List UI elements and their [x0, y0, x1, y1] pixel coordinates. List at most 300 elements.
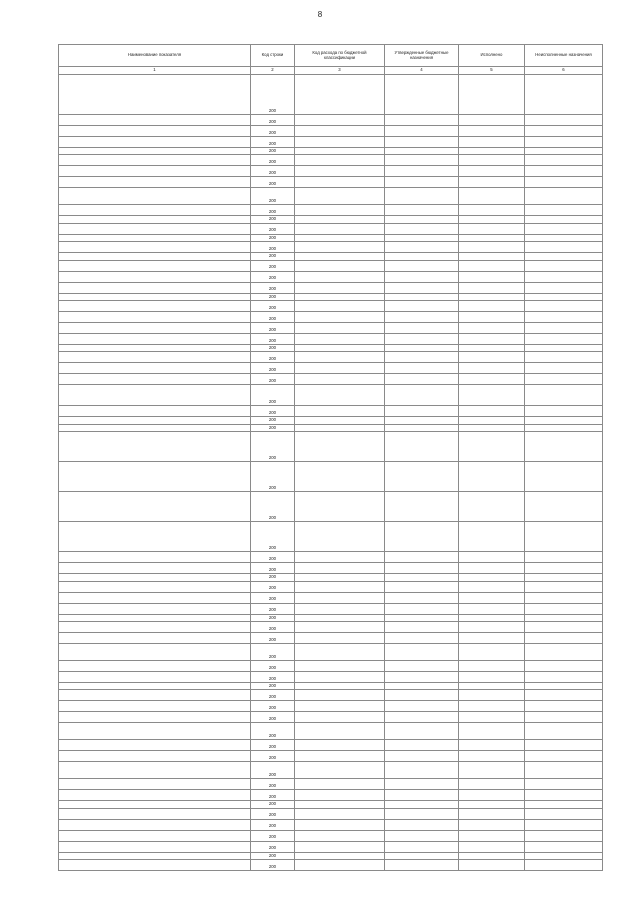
row-line-code: 200	[251, 522, 295, 552]
row-unexecuted-amount	[525, 672, 603, 683]
row-unexecuted-amount	[525, 762, 603, 779]
row-expense-code	[295, 762, 385, 779]
row-unexecuted-amount	[525, 242, 603, 253]
table-row	[59, 712, 603, 723]
row-approved-amount	[385, 177, 459, 188]
row-line-code: 200	[251, 701, 295, 712]
row-name	[59, 234, 251, 241]
row-executed-amount	[459, 751, 525, 762]
row-name	[59, 177, 251, 188]
row-unexecuted-amount	[525, 323, 603, 334]
row-name	[59, 352, 251, 363]
row-name	[59, 801, 251, 808]
row-name	[59, 462, 251, 492]
table-row	[59, 740, 603, 751]
row-line-code: 200	[251, 323, 295, 334]
row-executed-amount	[459, 424, 525, 431]
row-line-code: 200	[251, 790, 295, 801]
row-line-code: 200	[251, 137, 295, 148]
row-approved-amount	[385, 751, 459, 762]
table-row	[59, 271, 603, 282]
row-line-code: 200	[251, 293, 295, 300]
row-name	[59, 385, 251, 406]
table-row	[59, 166, 603, 177]
row-expense-code	[295, 701, 385, 712]
row-executed-amount	[459, 155, 525, 166]
row-approved-amount	[385, 740, 459, 751]
table-row	[59, 751, 603, 762]
row-unexecuted-amount	[525, 137, 603, 148]
row-expense-code	[295, 581, 385, 592]
row-executed-amount	[459, 345, 525, 352]
row-name	[59, 205, 251, 216]
row-expense-code	[295, 790, 385, 801]
row-approved-amount	[385, 622, 459, 633]
row-name	[59, 614, 251, 621]
row-line-code: 200	[251, 683, 295, 690]
row-line-code: 200	[251, 622, 295, 633]
row-unexecuted-amount	[525, 374, 603, 385]
table-row	[59, 385, 603, 406]
row-executed-amount	[459, 115, 525, 126]
row-expense-code	[295, 432, 385, 462]
row-unexecuted-amount	[525, 860, 603, 871]
row-expense-code	[295, 216, 385, 223]
header-executed: Исполнено	[459, 45, 525, 67]
row-line-code: 200	[251, 282, 295, 293]
row-line-code: 200	[251, 345, 295, 352]
row-unexecuted-amount	[525, 352, 603, 363]
row-unexecuted-amount	[525, 223, 603, 234]
row-approved-amount	[385, 253, 459, 260]
row-executed-amount	[459, 223, 525, 234]
row-unexecuted-amount	[525, 301, 603, 312]
column-index: 4	[385, 67, 459, 75]
row-line-code: 200	[251, 352, 295, 363]
row-expense-code	[295, 801, 385, 808]
page-number: 8	[317, 10, 323, 19]
row-approved-amount	[385, 334, 459, 345]
row-name	[59, 293, 251, 300]
row-executed-amount	[459, 603, 525, 614]
row-unexecuted-amount	[525, 723, 603, 740]
row-name	[59, 522, 251, 552]
table-row	[59, 334, 603, 345]
row-executed-amount	[459, 188, 525, 205]
row-approved-amount	[385, 779, 459, 790]
row-executed-amount	[459, 779, 525, 790]
table-row	[59, 603, 603, 614]
row-expense-code	[295, 603, 385, 614]
row-line-code: 200	[251, 581, 295, 592]
row-name	[59, 271, 251, 282]
row-approved-amount	[385, 115, 459, 126]
row-name	[59, 312, 251, 323]
row-approved-amount	[385, 234, 459, 241]
row-unexecuted-amount	[525, 216, 603, 223]
row-unexecuted-amount	[525, 166, 603, 177]
table-row	[59, 374, 603, 385]
row-expense-code	[295, 424, 385, 431]
row-name	[59, 751, 251, 762]
row-line-code: 200	[251, 762, 295, 779]
row-unexecuted-amount	[525, 432, 603, 462]
table-row	[59, 661, 603, 672]
row-name	[59, 137, 251, 148]
row-approved-amount	[385, 271, 459, 282]
row-line-code: 200	[251, 644, 295, 661]
row-expense-code	[295, 363, 385, 374]
row-line-code: 200	[251, 574, 295, 581]
row-executed-amount	[459, 334, 525, 345]
column-index: 2	[251, 67, 295, 75]
row-executed-amount	[459, 622, 525, 633]
row-expense-code	[295, 126, 385, 137]
header-line-code: Код строки	[251, 45, 295, 67]
row-approved-amount	[385, 75, 459, 115]
row-unexecuted-amount	[525, 293, 603, 300]
row-unexecuted-amount	[525, 406, 603, 417]
row-name	[59, 723, 251, 740]
table-row	[59, 819, 603, 830]
row-unexecuted-amount	[525, 701, 603, 712]
row-line-code: 200	[251, 432, 295, 462]
table-row	[59, 683, 603, 690]
row-line-code: 200	[251, 424, 295, 431]
row-name	[59, 216, 251, 223]
row-approved-amount	[385, 363, 459, 374]
row-expense-code	[295, 492, 385, 522]
row-line-code: 200	[251, 406, 295, 417]
row-name	[59, 779, 251, 790]
row-expense-code	[295, 271, 385, 282]
row-approved-amount	[385, 374, 459, 385]
table-row	[59, 312, 603, 323]
row-expense-code	[295, 293, 385, 300]
row-line-code: 200	[251, 253, 295, 260]
table-row	[59, 633, 603, 644]
row-expense-code	[295, 301, 385, 312]
row-line-code: 200	[251, 126, 295, 137]
row-unexecuted-amount	[525, 148, 603, 155]
row-approved-amount	[385, 614, 459, 621]
table-row	[59, 115, 603, 126]
row-executed-amount	[459, 312, 525, 323]
row-expense-code	[295, 779, 385, 790]
row-line-code: 200	[251, 819, 295, 830]
row-name	[59, 563, 251, 574]
row-name	[59, 363, 251, 374]
row-executed-amount	[459, 260, 525, 271]
table-row	[59, 155, 603, 166]
row-unexecuted-amount	[525, 801, 603, 808]
row-name	[59, 819, 251, 830]
row-expense-code	[295, 188, 385, 205]
row-name	[59, 374, 251, 385]
row-unexecuted-amount	[525, 644, 603, 661]
row-line-code: 200	[251, 603, 295, 614]
row-line-code: 200	[251, 155, 295, 166]
row-line-code: 200	[251, 633, 295, 644]
table-row	[59, 622, 603, 633]
column-index: 6	[525, 67, 603, 75]
column-index: 3	[295, 67, 385, 75]
row-expense-code	[295, 234, 385, 241]
row-line-code: 200	[251, 563, 295, 574]
row-expense-code	[295, 672, 385, 683]
row-executed-amount	[459, 352, 525, 363]
row-unexecuted-amount	[525, 462, 603, 492]
row-approved-amount	[385, 690, 459, 701]
row-line-code: 200	[251, 216, 295, 223]
row-expense-code	[295, 592, 385, 603]
row-expense-code	[295, 574, 385, 581]
table-row	[59, 852, 603, 859]
table-row	[59, 293, 603, 300]
row-expense-code	[295, 282, 385, 293]
row-approved-amount	[385, 155, 459, 166]
table-row	[59, 352, 603, 363]
row-executed-amount	[459, 126, 525, 137]
row-expense-code	[295, 841, 385, 852]
row-expense-code	[295, 683, 385, 690]
row-name	[59, 115, 251, 126]
row-expense-code	[295, 260, 385, 271]
row-approved-amount	[385, 260, 459, 271]
row-line-code: 200	[251, 552, 295, 563]
row-approved-amount	[385, 216, 459, 223]
row-line-code: 200	[251, 841, 295, 852]
row-name	[59, 260, 251, 271]
row-name	[59, 223, 251, 234]
row-unexecuted-amount	[525, 779, 603, 790]
row-expense-code	[295, 137, 385, 148]
row-expense-code	[295, 223, 385, 234]
table-row	[59, 644, 603, 661]
table-row	[59, 188, 603, 205]
table-row	[59, 462, 603, 492]
row-name	[59, 790, 251, 801]
table-row	[59, 126, 603, 137]
row-executed-amount	[459, 148, 525, 155]
table-row	[59, 860, 603, 871]
row-expense-code	[295, 712, 385, 723]
table-row	[59, 323, 603, 334]
row-unexecuted-amount	[525, 253, 603, 260]
row-unexecuted-amount	[525, 271, 603, 282]
row-unexecuted-amount	[525, 188, 603, 205]
row-line-code: 200	[251, 462, 295, 492]
row-unexecuted-amount	[525, 852, 603, 859]
row-executed-amount	[459, 661, 525, 672]
table-row	[59, 581, 603, 592]
row-unexecuted-amount	[525, 205, 603, 216]
row-expense-code	[295, 740, 385, 751]
row-name	[59, 253, 251, 260]
row-name	[59, 701, 251, 712]
row-unexecuted-amount	[525, 345, 603, 352]
row-expense-code	[295, 177, 385, 188]
row-name	[59, 492, 251, 522]
row-executed-amount	[459, 801, 525, 808]
row-name	[59, 644, 251, 661]
row-executed-amount	[459, 406, 525, 417]
row-unexecuted-amount	[525, 808, 603, 819]
row-approved-amount	[385, 223, 459, 234]
row-unexecuted-amount	[525, 385, 603, 406]
row-unexecuted-amount	[525, 614, 603, 621]
column-index: 1	[59, 67, 251, 75]
table-row	[59, 253, 603, 260]
row-unexecuted-amount	[525, 424, 603, 431]
table-row	[59, 808, 603, 819]
row-unexecuted-amount	[525, 661, 603, 672]
header-expense-code: Код расхода по бюджетной классификации	[295, 45, 385, 67]
table-row	[59, 406, 603, 417]
row-line-code: 200	[251, 661, 295, 672]
row-expense-code	[295, 345, 385, 352]
row-executed-amount	[459, 860, 525, 871]
row-executed-amount	[459, 563, 525, 574]
table-row	[59, 75, 603, 115]
row-unexecuted-amount	[525, 751, 603, 762]
row-name	[59, 126, 251, 137]
row-line-code: 200	[251, 223, 295, 234]
row-line-code: 200	[251, 740, 295, 751]
row-executed-amount	[459, 462, 525, 492]
row-line-code: 200	[251, 751, 295, 762]
row-approved-amount	[385, 819, 459, 830]
row-expense-code	[295, 155, 385, 166]
row-name	[59, 690, 251, 701]
row-line-code: 200	[251, 672, 295, 683]
row-approved-amount	[385, 603, 459, 614]
row-line-code: 200	[251, 334, 295, 345]
row-executed-amount	[459, 614, 525, 621]
table-row	[59, 574, 603, 581]
row-line-code: 200	[251, 188, 295, 205]
row-expense-code	[295, 148, 385, 155]
row-name	[59, 740, 251, 751]
row-name	[59, 323, 251, 334]
row-approved-amount	[385, 432, 459, 462]
row-name	[59, 762, 251, 779]
row-executed-amount	[459, 363, 525, 374]
row-executed-amount	[459, 740, 525, 751]
row-executed-amount	[459, 216, 525, 223]
row-line-code: 200	[251, 312, 295, 323]
row-name	[59, 417, 251, 424]
table-row	[59, 345, 603, 352]
row-expense-code	[295, 830, 385, 841]
row-unexecuted-amount	[525, 690, 603, 701]
row-name	[59, 852, 251, 859]
row-approved-amount	[385, 563, 459, 574]
row-unexecuted-amount	[525, 417, 603, 424]
table-row	[59, 282, 603, 293]
table-row	[59, 260, 603, 271]
row-approved-amount	[385, 148, 459, 155]
row-executed-amount	[459, 282, 525, 293]
row-name	[59, 622, 251, 633]
row-expense-code	[295, 312, 385, 323]
row-executed-amount	[459, 762, 525, 779]
row-approved-amount	[385, 126, 459, 137]
row-executed-amount	[459, 808, 525, 819]
row-expense-code	[295, 661, 385, 672]
row-name	[59, 75, 251, 115]
column-index: 5	[459, 67, 525, 75]
row-name	[59, 188, 251, 205]
row-executed-amount	[459, 581, 525, 592]
row-expense-code	[295, 242, 385, 253]
row-line-code: 200	[251, 301, 295, 312]
row-executed-amount	[459, 841, 525, 852]
row-unexecuted-amount	[525, 603, 603, 614]
row-expense-code	[295, 406, 385, 417]
row-executed-amount	[459, 253, 525, 260]
row-name	[59, 334, 251, 345]
row-name	[59, 830, 251, 841]
row-executed-amount	[459, 432, 525, 462]
row-expense-code	[295, 115, 385, 126]
row-line-code: 200	[251, 271, 295, 282]
table-row	[59, 701, 603, 712]
row-expense-code	[295, 751, 385, 762]
row-name	[59, 808, 251, 819]
row-unexecuted-amount	[525, 683, 603, 690]
row-executed-amount	[459, 137, 525, 148]
table-row	[59, 432, 603, 462]
row-approved-amount	[385, 672, 459, 683]
row-name	[59, 860, 251, 871]
row-unexecuted-amount	[525, 260, 603, 271]
row-unexecuted-amount	[525, 712, 603, 723]
row-approved-amount	[385, 424, 459, 431]
row-name	[59, 683, 251, 690]
row-approved-amount	[385, 301, 459, 312]
row-name	[59, 148, 251, 155]
row-approved-amount	[385, 644, 459, 661]
row-approved-amount	[385, 683, 459, 690]
header-approved: Утвержденные бюджетные назначения	[385, 45, 459, 67]
row-expense-code	[295, 205, 385, 216]
row-line-code: 200	[251, 234, 295, 241]
row-expense-code	[295, 614, 385, 621]
row-unexecuted-amount	[525, 234, 603, 241]
table-row	[59, 672, 603, 683]
row-executed-amount	[459, 234, 525, 241]
row-expense-code	[295, 622, 385, 633]
row-approved-amount	[385, 462, 459, 492]
row-executed-amount	[459, 374, 525, 385]
row-line-code: 200	[251, 385, 295, 406]
row-expense-code	[295, 334, 385, 345]
row-executed-amount	[459, 701, 525, 712]
row-executed-amount	[459, 633, 525, 644]
row-approved-amount	[385, 323, 459, 334]
row-line-code: 200	[251, 242, 295, 253]
table-row	[59, 830, 603, 841]
row-name	[59, 242, 251, 253]
row-unexecuted-amount	[525, 622, 603, 633]
row-executed-amount	[459, 790, 525, 801]
row-unexecuted-amount	[525, 155, 603, 166]
row-expense-code	[295, 644, 385, 661]
table-row	[59, 614, 603, 621]
row-line-code: 200	[251, 852, 295, 859]
row-name	[59, 592, 251, 603]
